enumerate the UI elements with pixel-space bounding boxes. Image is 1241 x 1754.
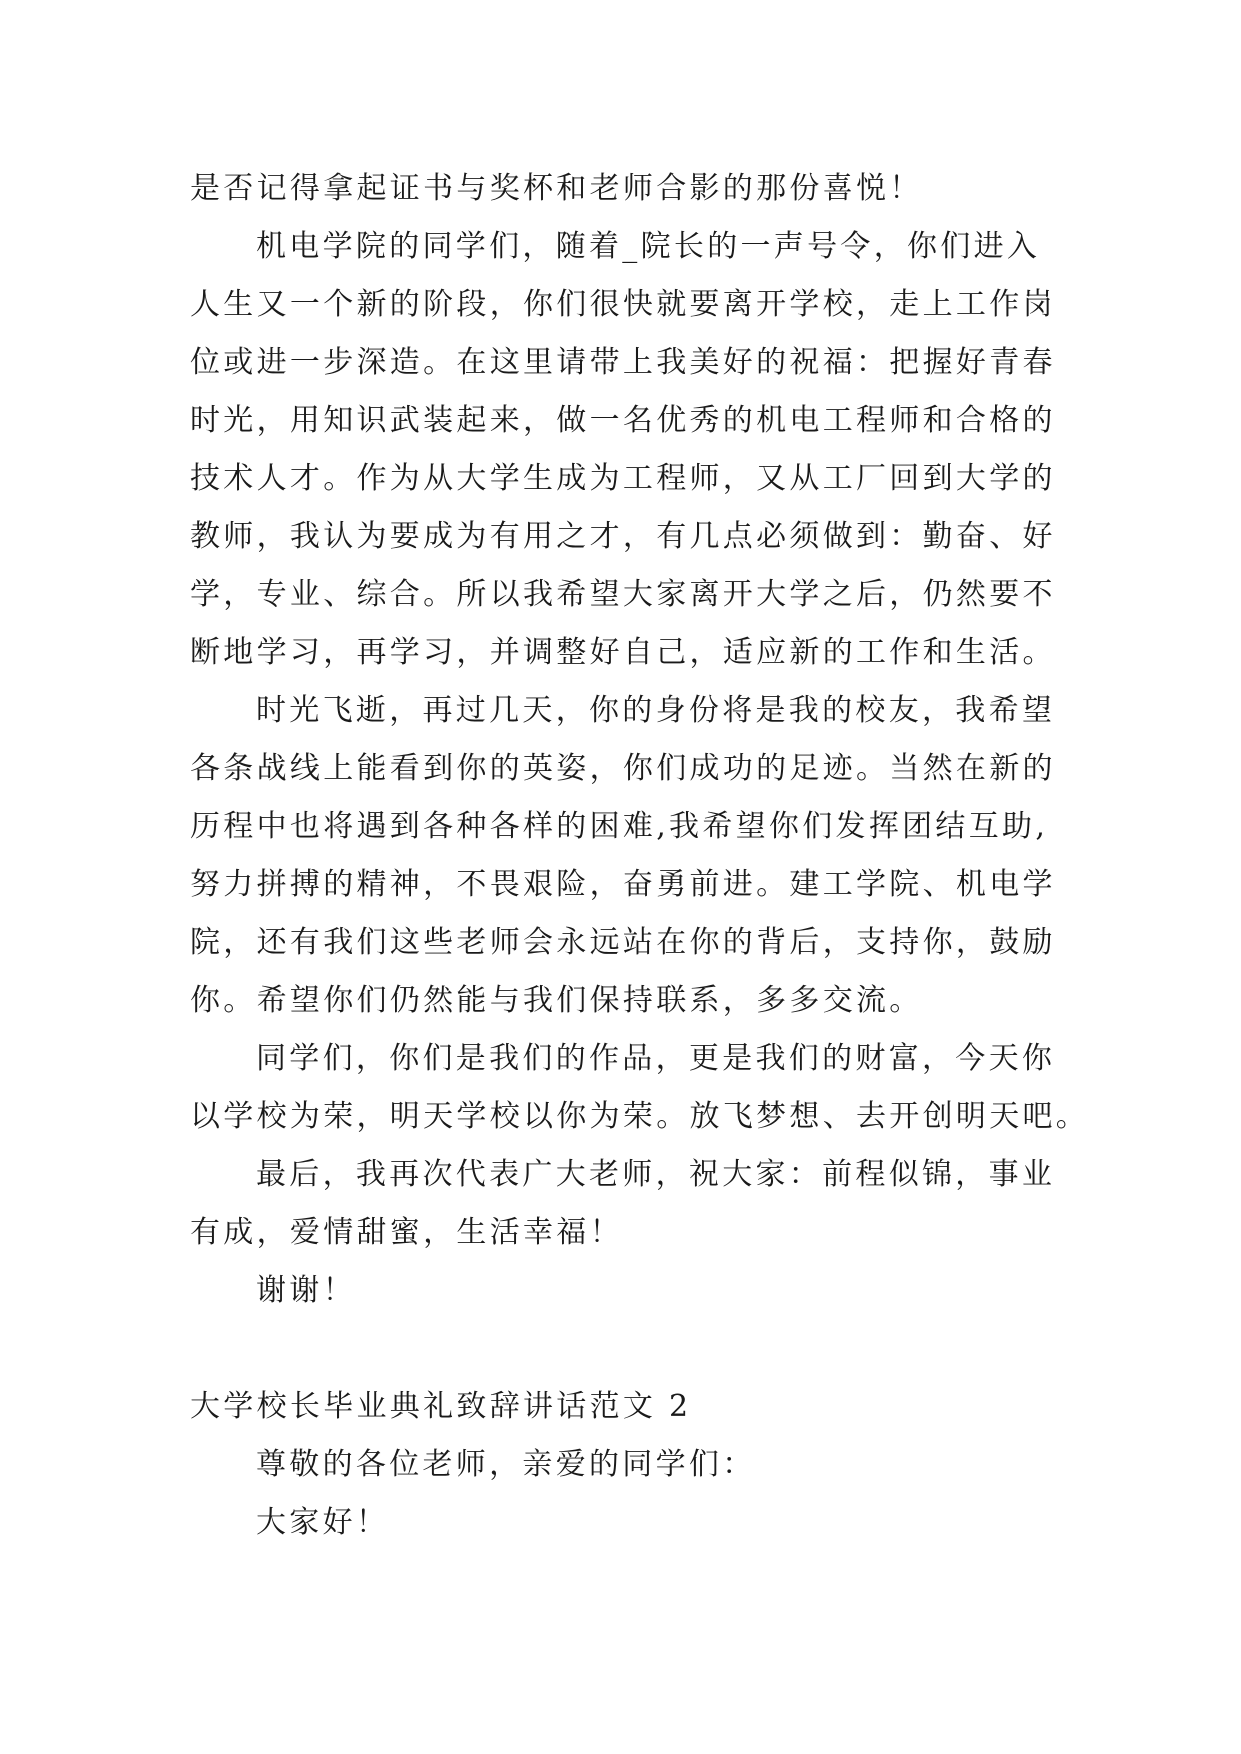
text-line: 以学校为荣，明天学校以你为荣。放飞梦想、去开创明天吧。	[190, 1099, 1090, 1134]
paragraph-start-line: 机电学院的同学们，随着_院长的一声号令，你们进入	[256, 229, 1041, 264]
document-body	[190, 160, 1090, 1552]
section-heading: 大学校长毕业典礼致辞讲话范文 2	[190, 1389, 692, 1424]
text-line: 学，专业、综合。所以我希望大家离开大学之后，仍然要不	[190, 577, 1056, 612]
paragraph-start-line: 最后，我再次代表广大老师，祝大家：前程似锦，事业	[256, 1157, 1056, 1192]
paragraph-start-line: 时光飞逝，再过几天，你的身份将是我的校友，我希望	[256, 693, 1056, 728]
text-line: 人生又一个新的阶段，你们很快就要离开学校，走上工作岗	[190, 287, 1056, 322]
text-line: 教师，我认为要成为有用之才，有几点必须做到：勤奋、好	[190, 519, 1056, 554]
text-line: 时光，用知识武装起来，做一名优秀的机电工程师和合格的	[190, 403, 1056, 438]
text-line: 你。希望你们仍然能与我们保持联系，多多交流。	[190, 983, 923, 1018]
text-line: 断地学习，再学习，并调整好自己，适应新的工作和生活。	[190, 635, 1056, 670]
text-line: 有成，爱情甜蜜，生活幸福！	[190, 1215, 623, 1250]
text-line: 各条战线上能看到你的英姿，你们成功的足迹。当然在新的	[190, 751, 1056, 786]
text-line: 技术人才。作为从大学生成为工程师，又从工厂回到大学的	[190, 461, 1056, 496]
greeting: 大家好！	[256, 1505, 390, 1540]
text-line: 历程中也将遇到各种各样的困难,我希望你们发挥团结互助,	[190, 809, 1049, 844]
text-line: 位或进一步深造。在这里请带上我美好的祝福：把握好青春	[190, 345, 1056, 380]
closing-thanks: 谢谢！	[256, 1273, 356, 1308]
text-line: 是否记得拿起证书与奖杯和老师合影的那份喜悦！	[190, 171, 923, 206]
section-spacer	[190, 1320, 1070, 1378]
text-line: 院，还有我们这些老师会永远站在你的背后，支持你，鼓励	[190, 925, 1056, 960]
salutation: 尊敬的各位老师，亲爱的同学们：	[256, 1447, 756, 1482]
paragraph-start-line: 同学们，你们是我们的作品，更是我们的财富，今天你	[256, 1041, 1056, 1076]
text-line: 努力拼搏的精神，不畏艰险，奋勇前进。建工学院、机电学	[190, 867, 1056, 902]
